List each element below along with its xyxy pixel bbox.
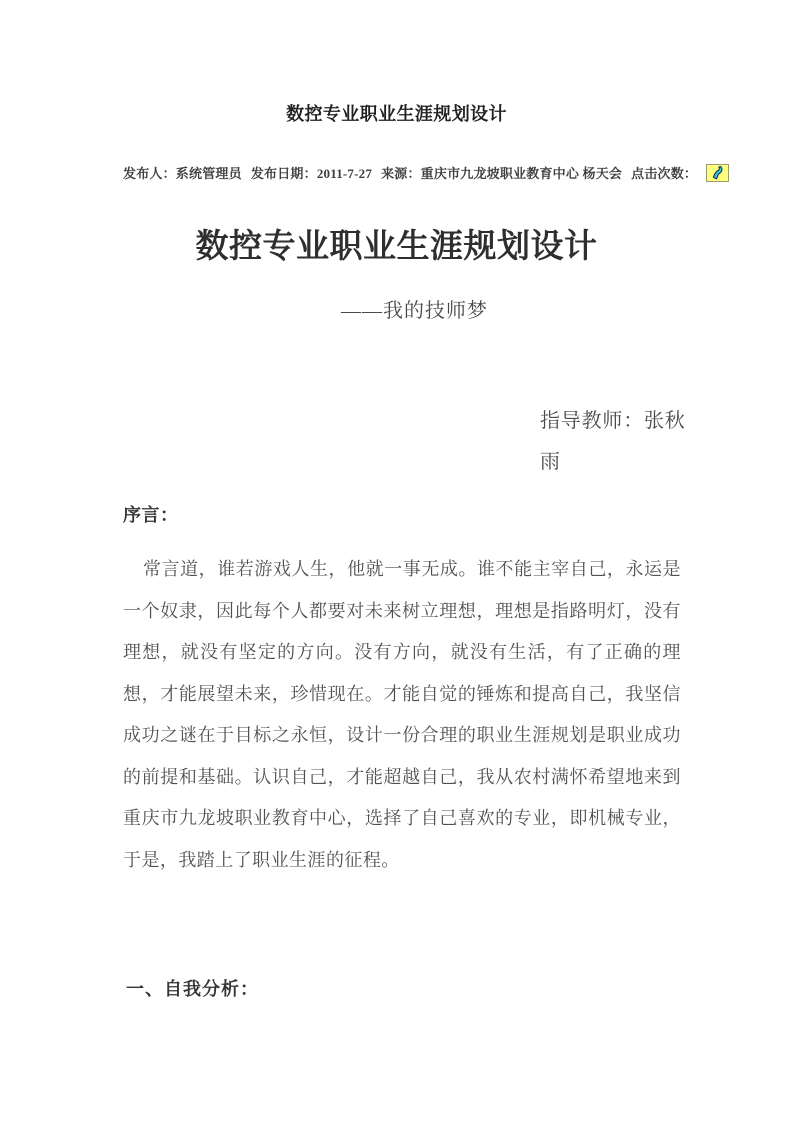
meta-line [123, 163, 729, 182]
page-title: 数控专业职业生涯规划设计 [286, 104, 507, 124]
article-title: 数控专业职业生涯规划设计 [195, 229, 598, 265]
preface-heading: 序言： [123, 505, 179, 525]
meta-source: 来源：重庆市九龙坡职业教育中心 杨天会 [381, 166, 623, 181]
preface-paragraph: 常言道，谁若游戏人生，他就一事无成。谁不能主宰自己，永运是一个奴隶，因此每个人都要对未来树立理想，理想是指路明灯，没有理想，就没有坚定的方向。没有方向，就没有生活，有了正确的理想，才能展望未来，珍惜现在。才能自觉的锤炼和提高自己，我坚信成功之谜在于目标之永恒，设计一份合理的职业生涯规划是职业成功的前提和基础。认识自己，才能超越自己，我从农村满怀希望地来到重庆市九龙坡职业教育中心，选择了自己喜欢的专业，即机械专业，于是，我踏上了职业生涯的征程。 [123, 559, 681, 870]
advisor-block [540, 401, 710, 483]
section-1-heading: 一、自我分析： [126, 979, 259, 999]
counter-icon [706, 164, 729, 182]
meta-hits-label: 点击次数： [631, 166, 698, 181]
advisor-line-2: 雨 [540, 451, 561, 473]
meta-publisher: 发布人：系统管理员 [123, 166, 242, 181]
advisor-line-1: 指导教师：张秋 [540, 410, 686, 432]
article-subtitle: ——我的技师梦 [341, 300, 488, 322]
meta-publish-date: 发布日期：2011-7-27 [250, 166, 373, 181]
